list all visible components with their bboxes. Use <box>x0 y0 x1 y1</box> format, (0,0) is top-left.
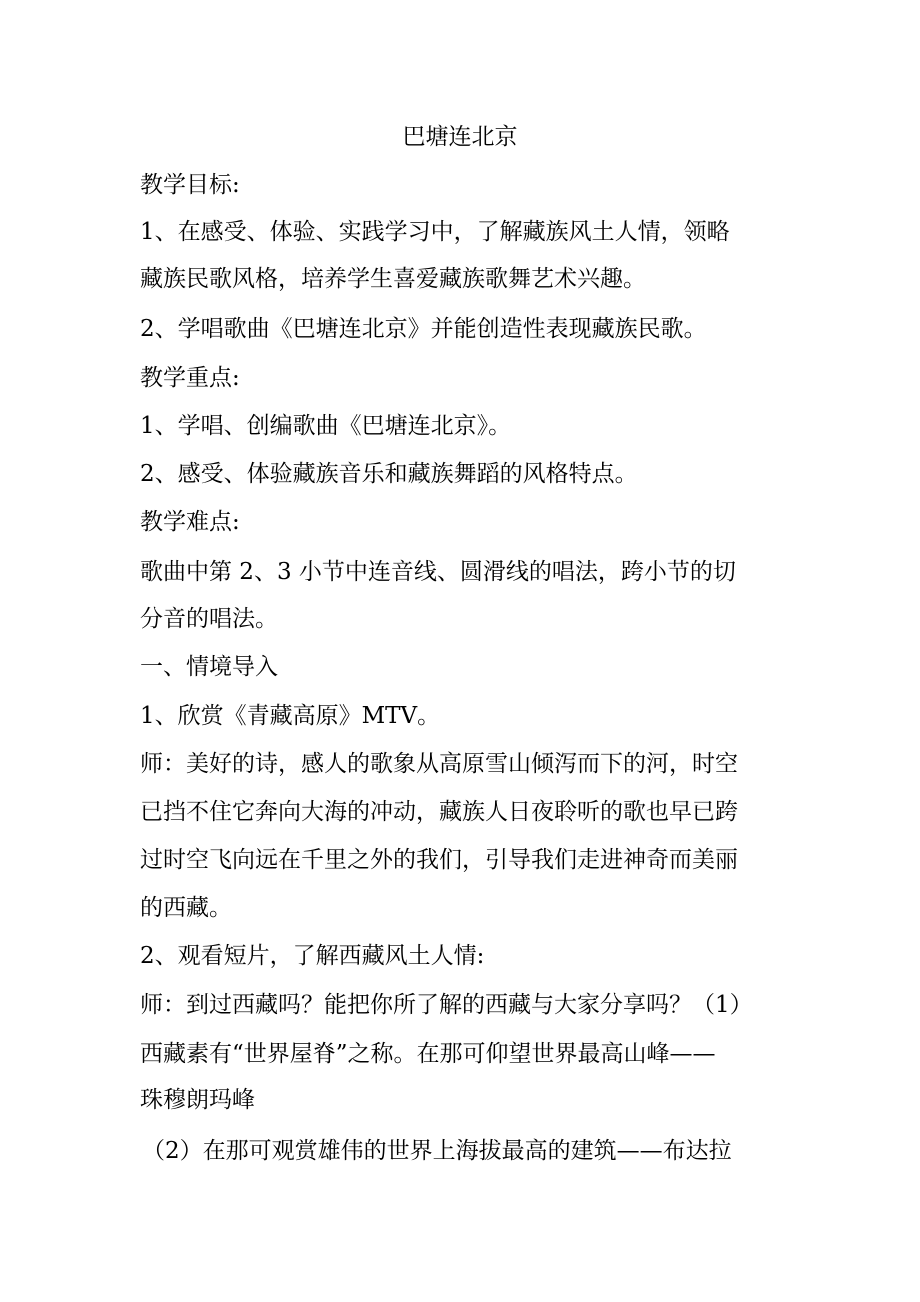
section-heading-objectives: 教学目标: <box>140 172 240 198</box>
body-line: 1、在感受、体验、实践学习中，了解藏族风土人情，领略 <box>140 219 730 245</box>
body-line: 1、欣赏《青藏高原》MTV。 <box>140 703 441 729</box>
section-heading-intro: 一、情境导入 <box>140 654 278 680</box>
section-heading-difficulties: 教学难点: <box>140 509 240 535</box>
body-line: 师：美好的诗，感人的歌象从高原雪山倾泻而下的河，时空 <box>140 751 738 777</box>
body-line: 师：到过西藏吗？能把你所了解的西藏与大家分享吗？（1） <box>140 992 753 1018</box>
body-line: 分音的唱法。 <box>140 606 278 632</box>
body-line: 已挡不住它奔向大海的冲动，藏族人日夜聆听的歌也早已跨 <box>140 799 738 825</box>
body-line: 藏族民歌风格，培养学生喜爱藏族歌舞艺术兴趣。 <box>140 266 646 292</box>
body-line: 西藏素有“世界屋脊”之称。在那可仰望世界最高山峰—— <box>140 1041 716 1067</box>
body-line: 珠穆朗玛峰 <box>140 1087 255 1113</box>
body-line: 过时空飞向远在千里之外的我们，引导我们走进神奇而美丽 <box>140 847 738 873</box>
body-line: 2、学唱歌曲《巴塘连北京》并能创造性表现藏族民歌。 <box>140 316 707 342</box>
body-line: （2）在那可观赏雄伟的世界上海拔最高的建筑——布达拉 <box>142 1138 732 1164</box>
body-line: 2、观看短片，了解西藏风土人情: <box>140 943 485 969</box>
body-line: 1、学唱、创编歌曲《巴塘连北京》。 <box>140 413 512 439</box>
body-line: 歌曲中第 2、3 小节中连音线、圆滑线的唱法，跨小节的切 <box>140 559 736 585</box>
document-title: 巴塘连北京 <box>402 124 518 150</box>
section-heading-key-points: 教学重点: <box>140 365 240 391</box>
body-line: 的西藏。 <box>140 895 232 921</box>
body-line: 2、感受、体验藏族音乐和藏族舞蹈的风格特点。 <box>140 461 638 487</box>
